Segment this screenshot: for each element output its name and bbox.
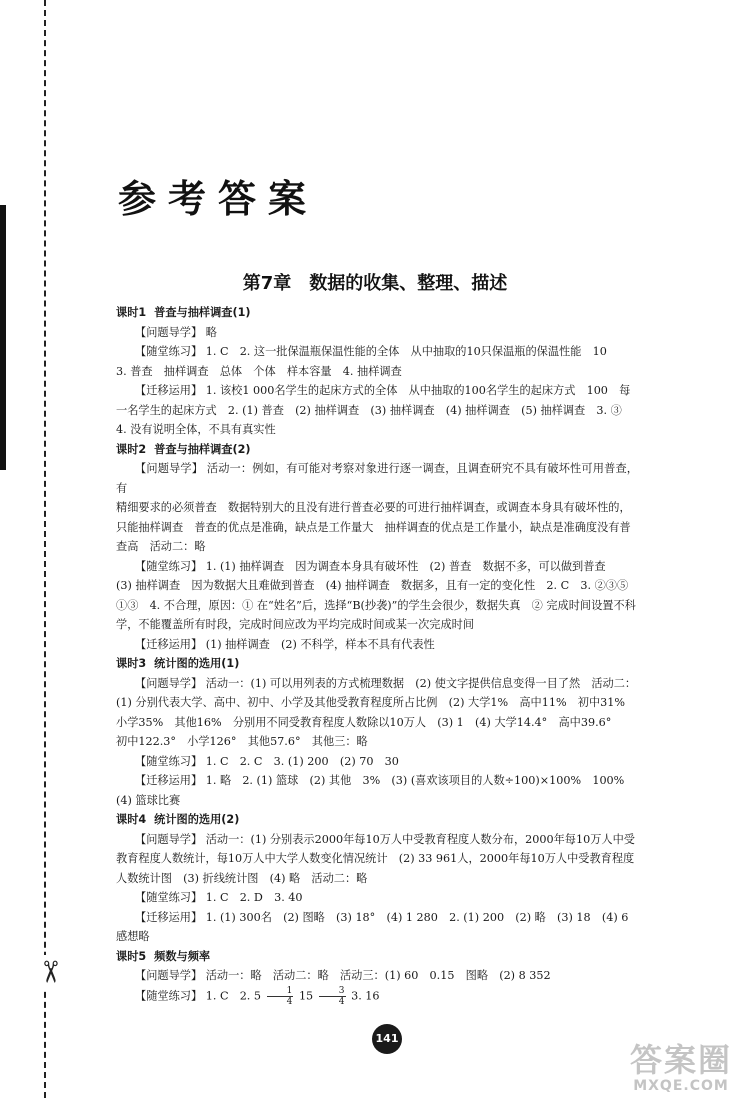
answer-line: 3. 普查 抽样调查 总体 个体 样本容量 4. 抽样调查	[116, 364, 402, 378]
answer-line: 一名学生的起床方式 2. (1) 普查 (2) 抽样调查 (3) 抽样调查 (4) 抽样调查 (5) 抽样调查 3. ③	[116, 403, 622, 417]
answer-line: 人数统计图 (3) 折线统计图 (4) 略 活动二：略	[116, 871, 368, 885]
answer-content	[116, 303, 638, 1007]
answer-line: 【问题导学】 略	[135, 325, 217, 339]
line-suffix: 3. 16	[351, 989, 380, 1002]
chapter-title: 第7章 数据的收集、整理、描述	[242, 273, 508, 294]
line-middle: 15	[298, 989, 314, 1002]
lesson-2	[116, 440, 638, 655]
answer-line: 只能抽样调查 普查的优点是准确，缺点是工作量大 抽样调查的优点是工作量小，缺点是准确度没有普	[116, 520, 631, 534]
lesson-title: 普查与抽样调查(1)	[154, 306, 251, 319]
fraction-numerator: 1	[267, 986, 294, 997]
lesson-number: 课时4	[116, 813, 147, 826]
lesson-number: 课时1	[116, 306, 147, 319]
answer-line: 学，不能覆盖所有时段，完成时间应改为平均完成时间或某一次完成时间	[116, 618, 475, 631]
answer-line: 【迁移运用】 1. 略 2. (1) 篮球 (2) 其他 3% (3) (喜欢该项目的人数÷100)×100% 100%	[135, 774, 625, 787]
answer-line: ①③ 4. 不合理，原因：① 在“姓名”后，选择“B(抄袭)”的学生会很少，数据失真 ② 完成时间设置不科	[116, 598, 636, 612]
answer-line: 4. 没有说明全体，不具有真实性	[116, 423, 276, 436]
lesson-4	[116, 810, 638, 947]
answer-line: 精细要求的必须普查 数据特别大的且没有进行普查必要的可进行抽样调查，或调查本身具有破坏性的，	[116, 501, 631, 514]
answer-line: 感想略	[116, 930, 150, 943]
fraction-denominator: 4	[338, 996, 345, 1007]
answer-line: (1) 分别代表大学、高中、初中、小学及其他受教育程度所占比例 (2) 大学1% 高中11% 初中31%	[116, 696, 626, 709]
lesson-heading	[116, 810, 638, 830]
lesson-title: 普查与抽样调查(2)	[154, 442, 251, 456]
lesson-1	[116, 303, 638, 440]
answer-line: (3) 抽样调查 因为数据大且难做到普查 (4) 抽样调查 数据多，且有一定的变化性 2. C 3. ②③⑤	[116, 579, 629, 592]
answer-line: 【迁移运用】 (1) 抽样调查 (2) 不科学，样本不具有代表性	[135, 637, 435, 651]
answer-line: (4) 篮球比赛	[116, 793, 181, 807]
lesson-3	[116, 654, 638, 810]
answer-line: 【随堂练习】 1. C 2. 这一批保温瓶保温性能的全体 从中抽取的10只保温瓶的保温性能 10	[135, 345, 607, 358]
fraction-numerator: 3	[319, 986, 346, 997]
answer-line: 【迁移运用】 1. 该校1 000名学生的起床方式的全体 从中抽取的100名学生的起床方式 100 每	[135, 384, 631, 397]
lesson-title: 统计图的选用(2)	[154, 813, 240, 826]
scissors-icon: ✂	[32, 955, 66, 989]
lesson-number: 课时5	[116, 949, 147, 963]
lesson-heading	[116, 947, 638, 967]
line-prefix: 【随堂练习】 1. C 2. 5	[135, 989, 262, 1002]
watermark-logo	[612, 1042, 750, 1098]
cut-line	[44, 0, 46, 1098]
answer-line: 教育程度人数统计，每10万人中大学人数变化情况统计 (2) 33 961人，2000年每10万人中受教育程度	[116, 852, 635, 865]
answer-line: 【随堂练习】 1. (1) 抽样调查 因为调查本身具有破坏性 (2) 普查 数据不多，可以做到普查	[135, 559, 606, 573]
answer-line: 【问题导学】 活动一：(1) 可以用列表的方式梳理数据 (2) 使文字提供信息变得一目了然 活动二：	[135, 676, 637, 690]
answer-line-fractions	[116, 986, 638, 1007]
lesson-title: 统计图的选用(1)	[154, 657, 240, 670]
lesson-heading	[116, 654, 638, 674]
answer-line: 查高 活动二：略	[116, 540, 206, 553]
lesson-number: 课时2	[116, 442, 147, 456]
lesson-5	[116, 947, 638, 1007]
fraction	[267, 986, 294, 1007]
lesson-heading	[116, 303, 638, 323]
page-title: 参考答案	[118, 177, 319, 221]
fraction-denominator: 4	[286, 996, 293, 1007]
fraction	[319, 986, 346, 1007]
lesson-heading	[116, 440, 638, 460]
lesson-title: 频数与频率	[154, 949, 211, 963]
answer-line: 小学35% 其他16% 分别用不同受教育程度人数除以10万人 (3) 1 (4) 大学14.4° 高中39.6°	[116, 715, 612, 729]
answer-line: 【问题导学】 活动一：略 活动二：略 活动三：(1) 60 0.15 图略 (2) 8 352	[135, 969, 551, 982]
answer-line: 【随堂练习】 1. C 2. C 3. (1) 200 (2) 70 30	[135, 754, 399, 768]
answer-line: 初中122.3° 小学126° 其他57.6° 其他三：略	[116, 735, 368, 748]
watermark-text: 答案圈	[629, 1041, 732, 1079]
page-number: 141	[372, 1024, 402, 1054]
lesson-number: 课时3	[116, 657, 147, 670]
answer-line: 【迁移运用】 1. (1) 300名 (2) 图略 (3) 18° (4) 1 280 2. (1) 200 (2) 略 (3) 18 (4) 6	[135, 910, 629, 924]
binding-strip	[0, 205, 6, 470]
answer-line: 【问题导学】 活动一：(1) 分别表示2000年每10万人中受教育程度人数分布，2000年每10万人中受	[135, 832, 635, 846]
answer-line: 【问题导学】 活动一：例如，有可能对考察对象进行逐一调查，且调查研究不具有破坏性可用普查，有	[116, 462, 638, 495]
answer-line: 【随堂练习】 1. C 2. D 3. 40	[135, 891, 303, 904]
watermark-url: MXQE.COM	[633, 1078, 729, 1094]
